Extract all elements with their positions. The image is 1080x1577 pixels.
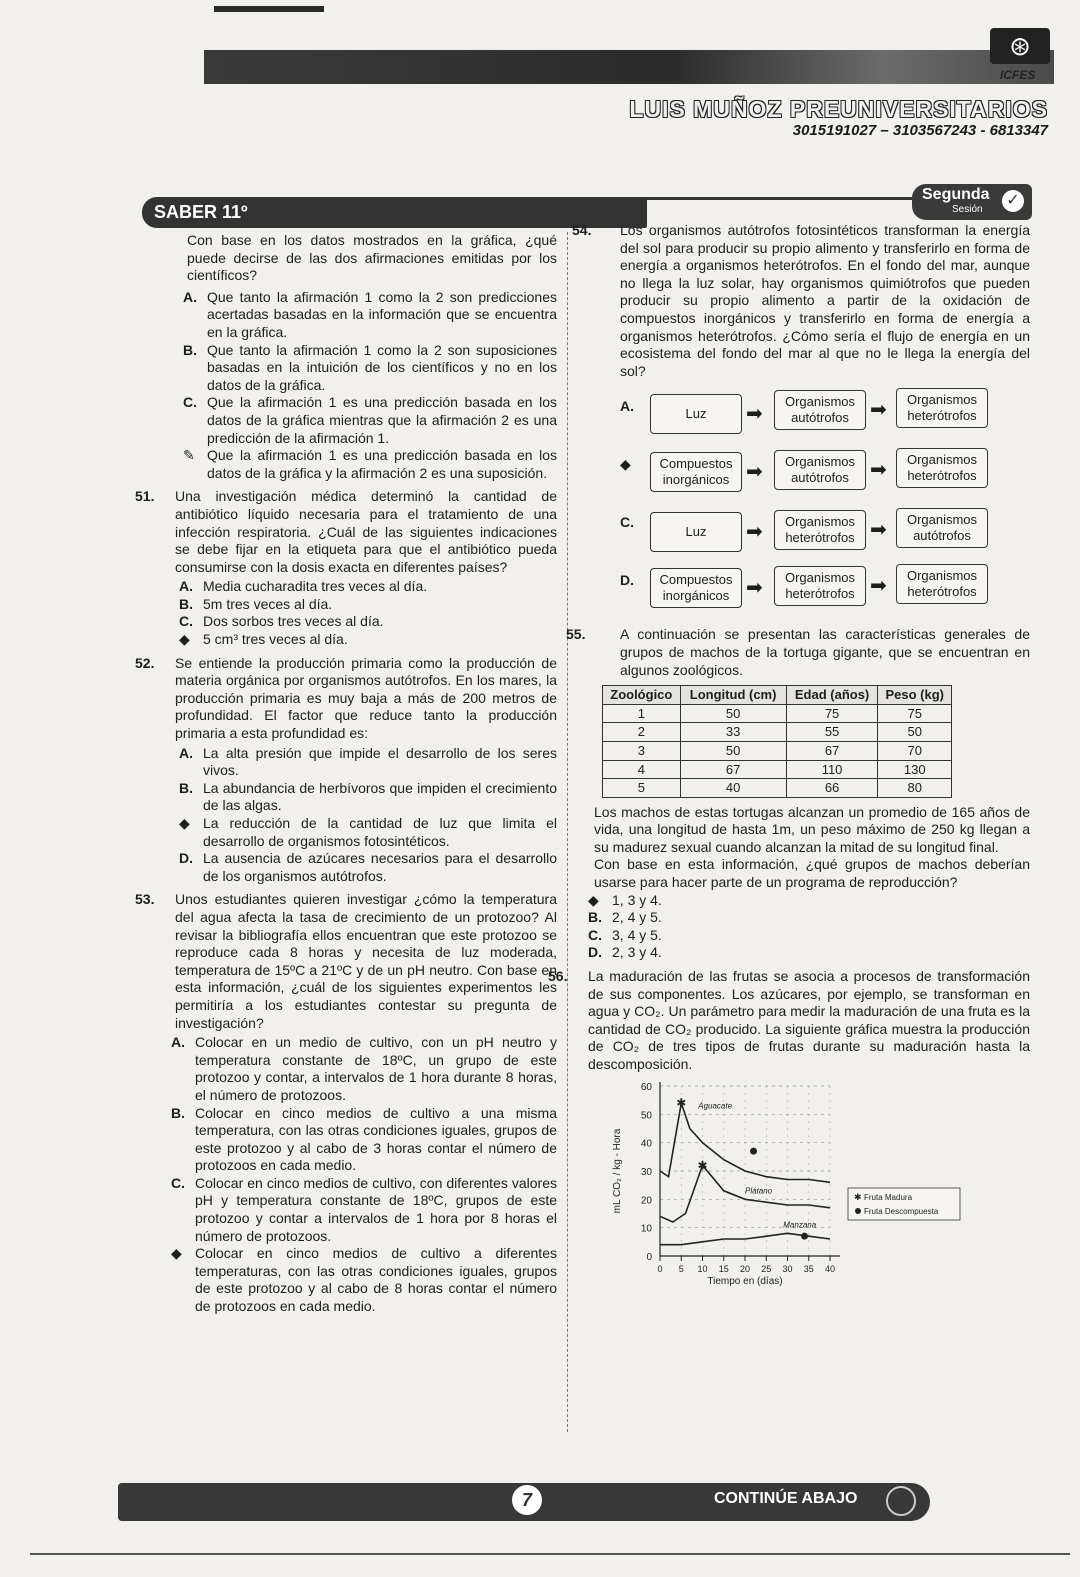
phone-numbers: 3015191027 – 3103567243 - 6813347 bbox=[792, 122, 1048, 139]
table-cell: 80 bbox=[878, 779, 952, 798]
flow-box: Organismos heterótrofos bbox=[774, 510, 866, 550]
q53-number: 53. bbox=[135, 891, 155, 908]
selected-mark-icon: ✎ bbox=[183, 447, 195, 464]
check-icon: ✓ bbox=[1002, 190, 1024, 212]
q54-text: Los organismos autótrofos fotosintéticos transforman la energía del sol para producir su propio alimento y transferirlo en forma de energía a organismos heterótrofos. En el fondo del mar, aunque no llega la luz solar, hay organismos quimiótrofos que pueden producir su propio alimento a partir de la oxidación de compuestos inorgánicos y transferirlo en forma de energía a organismos heterótrofos. ¿Cómo sería el flujo de energía en un ecosistema del fondo del mar al que no le llega la energía del sol? bbox=[620, 222, 1030, 379]
q52-number: 52. bbox=[135, 654, 155, 671]
logo-text: ICFES bbox=[1000, 68, 1036, 82]
q52-option[interactable]: D. La ausencia de azúcares necesarios para el desarrollo de los organismos autótrofos. bbox=[179, 850, 557, 884]
q51-option[interactable]: ◆ 5 cm³ tres veces al día. bbox=[179, 631, 348, 648]
flow-box: Organismos autótrofos bbox=[774, 390, 866, 430]
y-tick-label: 20 bbox=[640, 1194, 652, 1206]
flow-box: Organismos autótrofos bbox=[896, 508, 988, 548]
q50-option[interactable]: B. Que tanto la afirmación 1 como la 2 son suposiciones basadas en la intuición de los científicos y no en los datos de la gráfica. bbox=[183, 341, 557, 393]
q54-option[interactable]: D. Compuestos inorgánicos ➡ Organismos heterótrofos ➡ Organismos heterótrofos bbox=[580, 560, 1030, 618]
table-cell: 2 bbox=[603, 723, 681, 742]
q51-text: Una investigación médica determinó la cantidad de antibiótico líquido necesaria para el tratamiento de una infección respiratoria. ¿Cuál de las siguientes indicaciones se debe fijar en la etiqueta para que el antibiótico pueda consumirse con la dosis exacta en diferentes países? bbox=[175, 488, 557, 575]
chart-svg bbox=[604, 1076, 964, 1314]
right-column bbox=[548, 222, 1030, 1314]
top-line bbox=[214, 6, 324, 12]
session-badge bbox=[912, 184, 1032, 220]
q52-option[interactable]: ◆ La reducción de la cantidad de luz que limita el desarrollo de organismos fotosintéticos. bbox=[179, 815, 557, 849]
y-tick-label: 50 bbox=[640, 1109, 652, 1121]
session-title: Segunda bbox=[922, 186, 990, 203]
series-annotation: Plátano bbox=[745, 1186, 773, 1196]
table-row bbox=[603, 704, 952, 723]
table-cell: 3 bbox=[603, 741, 681, 760]
q53-option[interactable]: B. Colocar en cinco medios de cultivo a una misma temperatura, con las otras condiciones iguales, grupos de este protozoo y al cabo de 3 horas contar el número de protozoos en cada medio. bbox=[171, 1104, 557, 1174]
q55-option[interactable]: D. 2, 3 y 4. bbox=[588, 944, 662, 961]
q55-option[interactable]: B. 2, 4 y 5. bbox=[588, 909, 662, 926]
table-cell: 130 bbox=[878, 760, 952, 779]
table-row bbox=[603, 779, 952, 798]
x-axis-label: Tiempo en (días) bbox=[707, 1275, 783, 1287]
session-sub: Sesión bbox=[952, 204, 983, 215]
q53-options bbox=[167, 1034, 557, 1316]
legend-marker-star: ✱ bbox=[854, 1191, 862, 1202]
q50-options bbox=[179, 289, 557, 483]
question-50 bbox=[135, 232, 557, 482]
legend-label: Fruta Descompuesta bbox=[864, 1206, 939, 1216]
q52-options bbox=[175, 745, 557, 886]
y-tick-label: 30 bbox=[640, 1166, 652, 1178]
arrow-right-icon: ➡ bbox=[870, 459, 887, 482]
x-tick-label: 10 bbox=[697, 1263, 708, 1274]
x-tick-label: 15 bbox=[718, 1263, 729, 1274]
q55-question: Con base en esta información, ¿qué grupos de machos deberían usarse para hacer parte de un programa de reproducción? bbox=[594, 856, 1030, 891]
selected-mark-icon: ◆ bbox=[179, 815, 190, 831]
y-tick-label: 60 bbox=[640, 1081, 652, 1093]
table-cell: 75 bbox=[786, 704, 878, 723]
q52-text: Se entiende la producción primaria como la producción de materia orgánica por organismos autótrofos. En los mares, la producción primaria es muy baja a más de 200 metros de profundidad. El factor que reduce tanto la producción primaria a esta profundidad es: bbox=[175, 654, 557, 742]
q55-option[interactable]: ◆ 1, 3 y 4. bbox=[588, 891, 662, 908]
q56-text: La maduración de las frutas se asocia a procesos de transformación de sus componentes. Los azúcares, por ejemplo, se transforman en agua y CO₂. Un parámetro para medir la maduración de una fruta es la cantidad de CO₂ producido. La siguiente gráfica muestra la producción de CO₂ de tres tipos de frutas durante su maduración hasta la descomposición. bbox=[588, 968, 1030, 1072]
table-header: Peso (kg) bbox=[878, 686, 952, 705]
y-tick-label: 0 bbox=[646, 1251, 652, 1263]
table-header: Zoológico bbox=[603, 686, 681, 705]
question-52 bbox=[135, 655, 557, 743]
marker-star: ✱ bbox=[697, 1157, 708, 1172]
q51-option[interactable]: C. Dos sorbos tres veces al día. bbox=[179, 613, 384, 630]
q50-option[interactable]: C. Que la afirmación 1 es una predicción basada en los datos de la gráfica mientras que la afirmación 2 es una predicción de la afirmación 1. bbox=[183, 394, 557, 446]
flow-box: Luz bbox=[650, 394, 742, 434]
continue-circle-icon bbox=[886, 1486, 916, 1516]
arrow-right-icon: ➡ bbox=[870, 399, 887, 422]
selected-mark-icon: ◆ bbox=[588, 891, 599, 908]
y-tick-label: 40 bbox=[640, 1138, 652, 1150]
q50-intro: Con base en los datos mostrados en la gráfica, ¿qué puede decirse de las dos afirmaciones emitidas por los científicos? bbox=[187, 232, 557, 284]
flow-box: Organismos heterótrofos bbox=[896, 388, 988, 428]
q55-after: Los machos de estas tortugas alcanzan un promedio de 165 años de vida, una longitud de hasta 1m, un peso máximo de 250 kg llegan a su madurez sexual cuando alcanzan la mitad de su longitud final. bbox=[594, 803, 1030, 855]
q51-options bbox=[175, 578, 557, 648]
left-column bbox=[135, 232, 557, 1316]
x-tick-label: 30 bbox=[782, 1263, 793, 1274]
flow-box: Organismos heterótrofos bbox=[896, 448, 988, 488]
flow-box: Organismos autótrofos bbox=[774, 450, 866, 490]
q55-option[interactable]: C. 3, 4 y 5. bbox=[588, 926, 662, 943]
x-tick-label: 5 bbox=[678, 1263, 684, 1274]
q54-option[interactable] bbox=[580, 444, 1030, 502]
legend-label: Fruta Madura bbox=[864, 1192, 913, 1202]
header-bar bbox=[204, 50, 1054, 84]
q52-option[interactable]: B. La abundancia de herbívoros que impiden el crecimiento de las algas. bbox=[179, 779, 557, 814]
x-tick-label: 35 bbox=[803, 1263, 814, 1274]
x-tick-label: 20 bbox=[739, 1263, 751, 1274]
saber-label: SABER 11º bbox=[142, 197, 647, 228]
table-header-row bbox=[603, 686, 952, 705]
q53-text: Unos estudiantes quieren investigar ¿cómo la temperatura del agua afecta la tasa de crecimiento de un protozoo? Al revisar la bibliografía ellos encuentran que este protozoo se reproduce cada 8 horas y necesita de luz moderada, temperatura de 15ºC a 21ºC y de un pH neutro. Con base en esta información, ¿cuál de los siguientes experimentos les permitiría a los estudiantes contestar su pregunta de investigación? bbox=[175, 891, 557, 1031]
table-cell: 50 bbox=[680, 704, 786, 723]
continue-label[interactable]: CONTINÚE ABAJO bbox=[714, 1490, 858, 1507]
table-cell: 70 bbox=[878, 741, 952, 760]
table-cell: 55 bbox=[786, 723, 878, 742]
series-annotation: Aguacate bbox=[698, 1101, 733, 1111]
icfes-logo-icon: ⊛ bbox=[990, 28, 1050, 64]
table-cell: 5 bbox=[603, 779, 681, 798]
arrow-right-icon: ➡ bbox=[870, 575, 887, 598]
arrow-right-icon: ➡ bbox=[870, 519, 887, 542]
table-cell: 110 bbox=[786, 760, 878, 779]
q51-option[interactable]: B. 5m tres veces al día. bbox=[179, 595, 333, 612]
q54-number: 54. bbox=[572, 222, 592, 238]
y-axis-label: mL CO₂ / kg - Hora bbox=[612, 1128, 623, 1213]
q55-text: A continuación se presentan las características generales de grupos de machos de la tortuga gigante, que se encuentran en algunos zoológicos. bbox=[620, 626, 1030, 678]
q51-number: 51. bbox=[135, 488, 155, 505]
question-53 bbox=[135, 891, 557, 1032]
q54-option[interactable]: C. Luz ➡ Organismos heterótrofos ➡ Organismos autótrofos bbox=[580, 502, 1030, 560]
table-cell: 50 bbox=[680, 741, 786, 760]
table-cell: 75 bbox=[878, 704, 952, 723]
q55-number: 55. bbox=[566, 626, 586, 643]
q50-option[interactable]: ✎ Que la afirmación 1 es una predicción basada en los datos de la gráfica y la afirmación 2 es una suposición. bbox=[183, 447, 557, 481]
table-cell: 50 bbox=[878, 723, 952, 742]
legend-marker-dot bbox=[855, 1208, 861, 1214]
table-cell: 4 bbox=[603, 760, 681, 779]
table-header: Longitud (cm) bbox=[680, 686, 786, 705]
co2-chart bbox=[604, 1076, 964, 1314]
x-tick-label: 0 bbox=[657, 1263, 663, 1274]
marker-star: ✱ bbox=[676, 1095, 687, 1110]
selected-mark-icon: ◆ bbox=[620, 456, 631, 473]
q53-option[interactable]: ◆ Colocar en cinco medios de cultivo a diferentes temperaturas, con las otras condiciones iguales, grupos de este protozoo y al cabo de 8 horas contar el número de protozoos en cada medio. bbox=[171, 1245, 557, 1315]
marker-dot bbox=[750, 1147, 757, 1154]
q54-options bbox=[580, 386, 1030, 618]
q52-option[interactable]: A. La alta presión que impide el desarrollo de los seres vivos. bbox=[179, 744, 557, 779]
table-cell: 66 bbox=[786, 779, 878, 798]
arrow-right-icon: ➡ bbox=[746, 577, 763, 600]
selected-mark-icon: ◆ bbox=[171, 1245, 182, 1262]
brand-title: LUIS MUÑOZ PREUNIVERSITARIOS bbox=[629, 96, 1048, 122]
arrow-right-icon: ➡ bbox=[746, 521, 763, 544]
question-51 bbox=[135, 488, 557, 576]
flow-box: Compuestos inorgánicos bbox=[650, 568, 742, 608]
series-annotation: Manzana bbox=[783, 1220, 817, 1230]
flow-box: Luz bbox=[650, 512, 742, 552]
marker-dot bbox=[801, 1232, 808, 1239]
flow-box: Compuestos inorgánicos bbox=[650, 452, 742, 492]
question-55 bbox=[566, 626, 1030, 679]
q56-number: 56. bbox=[548, 968, 568, 985]
column-divider bbox=[567, 232, 568, 1432]
question-56 bbox=[548, 968, 1030, 1074]
table-cell: 1 bbox=[603, 704, 681, 723]
y-tick-label: 10 bbox=[640, 1223, 652, 1235]
table-header: Edad (años) bbox=[786, 686, 878, 705]
x-tick-label: 40 bbox=[824, 1263, 836, 1274]
flow-box: Organismos heterótrofos bbox=[774, 566, 866, 606]
q51-option[interactable]: A. Media cucharadita tres veces al día. bbox=[179, 578, 428, 595]
arrow-right-icon: ➡ bbox=[746, 461, 763, 484]
table-row bbox=[603, 723, 952, 742]
table-row bbox=[603, 741, 952, 760]
table-cell: 67 bbox=[680, 760, 786, 779]
bottom-line bbox=[30, 1553, 1070, 1555]
selected-mark-icon: ◆ bbox=[179, 631, 190, 648]
table-cell: 33 bbox=[680, 723, 786, 742]
question-54 bbox=[572, 222, 1030, 380]
q55-options bbox=[584, 892, 1030, 962]
flow-box: Organismos heterótrofos bbox=[896, 564, 988, 604]
table-row bbox=[603, 760, 952, 779]
table-cell: 67 bbox=[786, 741, 878, 760]
q50-option[interactable]: A. Que tanto la afirmación 1 como la 2 son predicciones acertadas basadas en la información que se encuentra en la gráfica. bbox=[183, 288, 557, 340]
q53-option[interactable]: C. Colocar en cinco medios de cultivo, con diferentes valores pH y temperatura constante de 18ºC, grupos de este protozoo y contar a intervalos de 1 hora por 8 horas el número de protozoos. bbox=[171, 1174, 557, 1244]
tortoise-table bbox=[602, 685, 952, 798]
table-cell: 40 bbox=[680, 779, 786, 798]
arrow-right-icon: ➡ bbox=[746, 403, 763, 426]
q54-option[interactable]: A. Luz ➡ Organismos autótrofos ➡ Organismos heterótrofos bbox=[580, 386, 1030, 444]
x-tick-label: 25 bbox=[761, 1263, 772, 1274]
q53-option[interactable]: A. Colocar en un medio de cultivo, con un pH neutro y temperatura constante de 18ºC, un grupo de este protozoo y contar, a intervalos de 1 hora durante 8 horas, el número de protozoos. bbox=[171, 1034, 557, 1103]
page-number: 7 bbox=[512, 1485, 542, 1515]
